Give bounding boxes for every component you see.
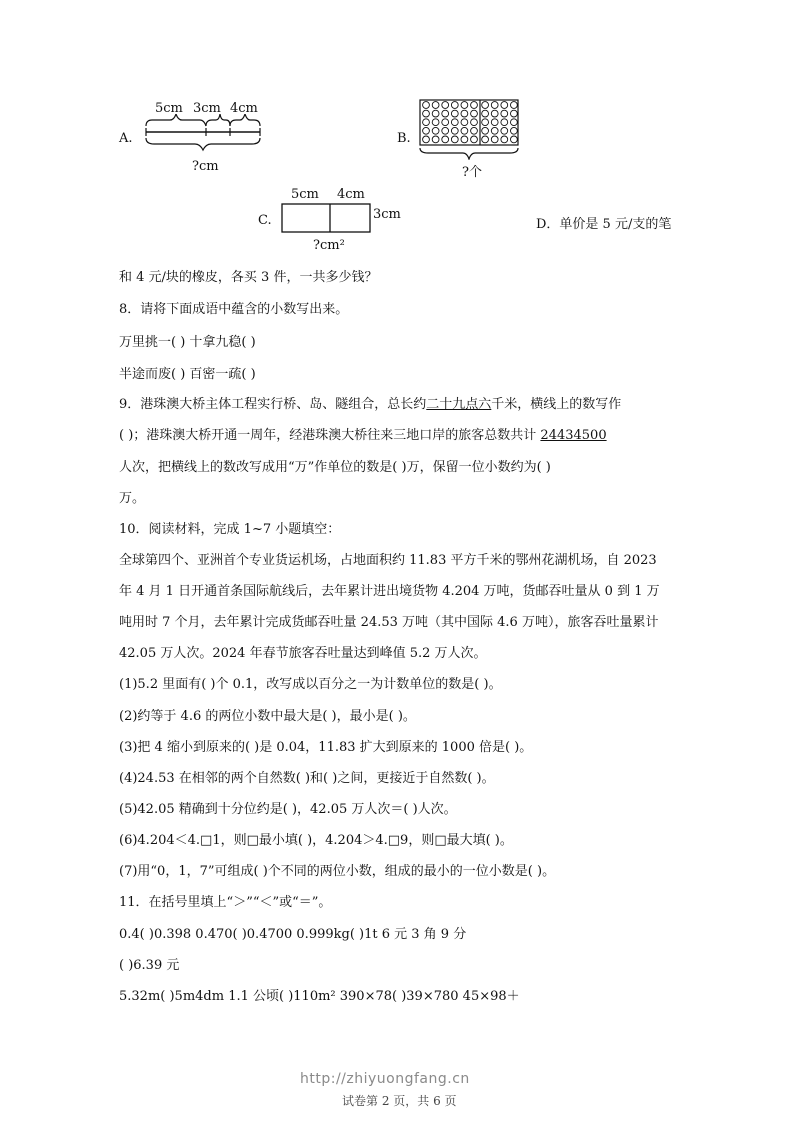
q9-underlined-number: 24434500 xyxy=(540,428,607,443)
q10-para-1: 全球第四个、亚洲首个专业货运机场，占地面积约 11.83 平方千米的鄂州花湖机场，自 2023 xyxy=(119,553,657,568)
fig-a-line-diagram xyxy=(140,114,270,160)
fig-b-dot xyxy=(491,110,498,117)
fig-b-dot xyxy=(461,110,468,117)
q10-item-1: (1)5.2 里面有( )个 0.1，改写成以百分之一为计数单位的数是( )。 xyxy=(119,677,502,692)
fig-b-dot xyxy=(432,110,439,117)
q9-line1-b: 千米，横线上的数写作 xyxy=(491,397,622,412)
q9-line4: 万。 xyxy=(119,491,146,506)
q10-item-5: (5)42.05 精确到十分位约是( )，42.05 万人次＝( )人次。 xyxy=(119,802,457,817)
q10-item-2: (2)约等于 4.6 的两位小数中最大是( )，最小是( )。 xyxy=(119,709,416,724)
fig-a-seg3-label: 4cm xyxy=(230,101,258,116)
fig-b-dot xyxy=(501,102,508,109)
fig-b-dot xyxy=(501,127,508,134)
q10-item-6: (6)4.204＜4.□1，则□最小填( )，4.204＞4.□9，则□最大填( )。 xyxy=(119,833,513,848)
fig-b-dot xyxy=(451,127,458,134)
fig-b-dot xyxy=(511,119,518,126)
fig-b-dot xyxy=(471,110,478,117)
fig-b-total-label: ?个 xyxy=(462,165,482,180)
fig-b-dot xyxy=(451,119,458,126)
fig-b-dot xyxy=(482,110,489,117)
q8-title: 8．请将下面成语中蕴含的小数写出来。 xyxy=(119,302,349,317)
q9-underlined-number-words: 二十九点六 xyxy=(426,397,492,412)
fig-b-dot xyxy=(471,127,478,134)
fig-b-dot xyxy=(471,119,478,126)
fig-b-dot xyxy=(471,136,478,143)
q10-item-7: (7)用“0，1，7”可组成( )个不同的两位小数，组成的最小的一位小数是( )。 xyxy=(119,864,556,879)
fig-b-dot xyxy=(482,119,489,126)
q10-title: 10．阅读材料，完成 1~7 小题填空： xyxy=(119,522,341,537)
fig-b-dot xyxy=(442,119,449,126)
fig-b-dot xyxy=(501,136,508,143)
fig-b-dot xyxy=(432,136,439,143)
q10-para-2: 年 4 月 1 日开通首条国际航线后，去年累计进出境货物 4.204 万吨，货邮吞吐量从 0 到 1 万 xyxy=(119,584,660,599)
q9-line1-a: 9．港珠澳大桥主体工程实行桥、岛、隧组合，总长约 xyxy=(119,397,427,412)
q9-line2 xyxy=(119,427,607,445)
q10-item-3: (3)把 4 缩小到原来的( )是 0.04，11.83 扩大到原来的 1000 倍是( )。 xyxy=(119,740,533,755)
fig-b-dot xyxy=(482,136,489,143)
fig-b-dot xyxy=(442,127,449,134)
fig-b-dot xyxy=(451,136,458,143)
fig-b-dot xyxy=(501,119,508,126)
fig-b-dot xyxy=(432,119,439,126)
fig-b-dot xyxy=(423,102,430,109)
fig-a-seg1-label: 5cm xyxy=(155,101,183,116)
fig-b-dot xyxy=(511,127,518,134)
q9-line1 xyxy=(119,396,621,414)
fig-c-w2-label: 4cm xyxy=(337,187,365,202)
fig-b-dot xyxy=(432,102,439,109)
fig-c-h-label: 3cm xyxy=(373,207,401,222)
fig-b-dot xyxy=(491,102,498,109)
q8-row1: 万里挑一( ) 十拿九稳( ) xyxy=(119,335,256,350)
fig-b-dot xyxy=(423,110,430,117)
fig-b-dot xyxy=(482,102,489,109)
fig-a-total-label: ?cm xyxy=(192,159,219,174)
fig-b-dot xyxy=(482,127,489,134)
option-d-text: D．单价是 5 元/支的笔 xyxy=(536,217,672,232)
fig-b-dot xyxy=(461,127,468,134)
q11-title: 11．在括号里填上“＞”“＜”或“＝”。 xyxy=(119,895,332,910)
fig-c-area-label: ?cm² xyxy=(313,238,345,253)
fig-b-dot xyxy=(471,102,478,109)
q9-line3: 人次，把横线上的数改写成用“万”作单位的数是( )万，保留一位小数约为( ) xyxy=(119,460,551,475)
q10-para-3: 吨用时 7 个月，去年累计完成货邮吞吐量 24.53 万吨（其中国际 4.6 万吨），旅客吞吐量累计 xyxy=(119,615,659,630)
fig-b-dot xyxy=(461,136,468,143)
fig-b-dot xyxy=(491,119,498,126)
q10-item-4: (4)24.53 在相邻的两个自然数( )和( )之间，更接近于自然数( )。 xyxy=(119,771,495,786)
fig-b-dot xyxy=(432,127,439,134)
q11-row1: 0.4( )0.398 0.470( )0.4700 0.999kg( )1t 6 元 3 角 9 分 xyxy=(119,927,467,942)
fig-b-dot xyxy=(423,136,430,143)
fig-b-dot-grid xyxy=(418,98,522,160)
option-a-label: A. xyxy=(119,131,133,146)
fig-b-dot xyxy=(442,136,449,143)
fig-b-dot xyxy=(461,119,468,126)
fig-b-dot xyxy=(511,136,518,143)
fig-b-dot xyxy=(442,102,449,109)
fig-b-dot xyxy=(501,110,508,117)
q11-row3: 5.32m( )5m4dm 1.1 公顷( )110m² 390×78( )39×780 45×98＋ xyxy=(119,989,520,1004)
fig-b-dot xyxy=(511,102,518,109)
fig-c-rectangle xyxy=(280,202,372,234)
fig-b-dot xyxy=(423,127,430,134)
q10-para-4: 42.05 万人次。2024 年春节旅客吞吐量达到峰值 5.2 万人次。 xyxy=(119,646,487,661)
fig-b-dot xyxy=(491,136,498,143)
fig-b-dot xyxy=(511,110,518,117)
fig-c-w1-label: 5cm xyxy=(291,187,319,202)
fig-b-dot xyxy=(461,102,468,109)
option-d-text-cont: 和 4 元/块的橡皮，各买 3 件，一共多少钱？ xyxy=(119,270,378,285)
q8-row2: 半途而废( ) 百密一疏( ) xyxy=(119,367,256,382)
fig-b-dot xyxy=(442,110,449,117)
page-footer: 试卷第 2 页，共 6 页 xyxy=(342,1094,457,1108)
option-c-label: C. xyxy=(258,213,272,228)
q11-row2: ( )6.39 元 xyxy=(119,958,180,973)
fig-b-dot xyxy=(423,119,430,126)
fig-b-dot xyxy=(451,102,458,109)
fig-b-dot xyxy=(491,127,498,134)
fig-b-dot xyxy=(451,110,458,117)
watermark-url: http://zhiyuongfang.cn xyxy=(300,1071,470,1087)
q9-line2-a: ( )；港珠澳大桥开通一周年，经港珠澳大桥往来三地口岸的旅客总数共计 xyxy=(119,428,541,443)
option-b-label: B. xyxy=(397,131,411,146)
fig-a-seg2-label: 3cm xyxy=(193,101,221,116)
